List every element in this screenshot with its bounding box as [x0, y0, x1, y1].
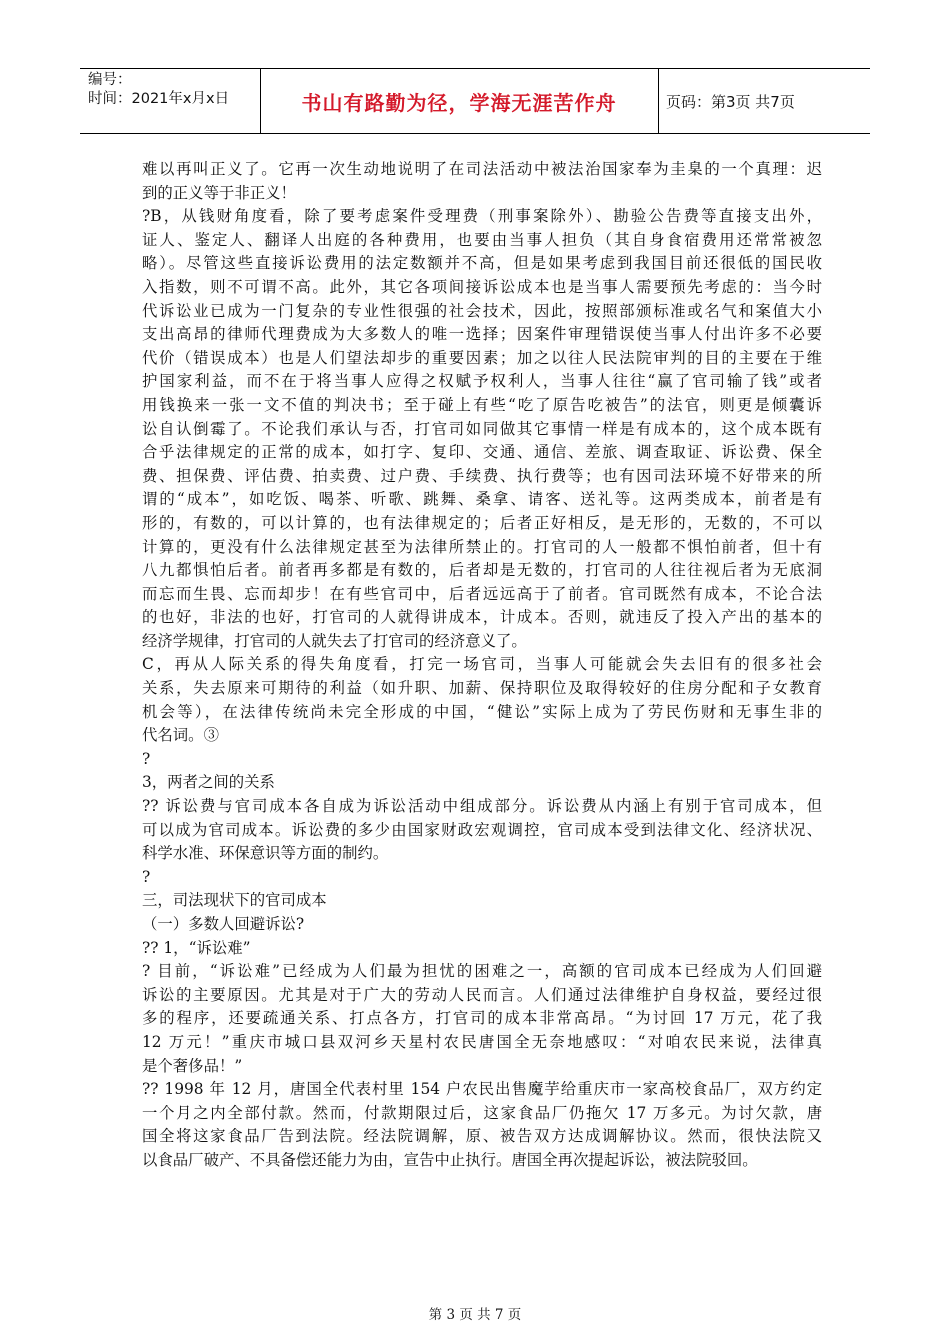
text-line: 支出高昂的律师代理费成为大多数人的唯一选择；因案件审理错误使当事人付出许多不必要	[142, 325, 822, 344]
text-line: 难以再叫正义了。它再一次生动地说明了在司法活动中被法治国家奉为圭臬的一个真理：迟	[142, 160, 822, 178]
text-line: 护国家利益，而不在于将当事人应得之权赋予权利人，当事人往往“赢了官司输了钱”或者	[142, 372, 822, 391]
text-line: 是个奢侈品！”	[142, 1056, 243, 1075]
text-line: 三，司法现状下的官司成本	[142, 891, 327, 910]
text-line: 国全将这家食品厂告到法院。经法院调解，原、被告双方达成调解协议。然而，很快法院又	[142, 1127, 822, 1146]
text-line: 一个月之内全部付款。然而，付款期限过后，这家食品厂仍拖欠 17 万多元。为讨欠款，唐	[142, 1103, 822, 1122]
text-line: 的也好，非法的也好，打官司的人就得讲成本，计成本。否则，就违反了投入产出的基本的	[142, 608, 822, 627]
header-number: 编号：	[88, 72, 132, 88]
text-line: 用钱换来一张一文不值的判决书；至于碰上有些“吃了原告吃被告”的法官，则更是倾囊诉	[142, 395, 822, 414]
text-line: ?	[142, 749, 151, 768]
text-line: （一）多数人回避诉讼?	[142, 915, 305, 933]
text-line: 到的正义等于非正义！	[142, 183, 296, 202]
text-line: ? 目前，“诉讼难”已经成为人们最为担忧的困难之一，高额的官司成本已经成为人们回避	[142, 962, 822, 981]
text-line: 证人、鉴定人、翻译人出庭的各种费用，也要由当事人担负（其自身食宿费用还常常被忽	[142, 230, 822, 249]
text-line: 略）。尽管这些直接诉讼费用的法定数额并不高，但是如果考虑到我国目前还很低的国民收	[142, 254, 822, 273]
text-line: ?? 1998 年 12 月，唐国全代表村里 154 户农民出售魔芋给重庆市一家高校食品厂，双方约定	[142, 1080, 822, 1099]
page-footer: 第 3 页 共 7 页	[428, 1307, 522, 1323]
text-line: ?? 1，“诉讼难”	[142, 938, 251, 957]
text-line: 科学水准、环保意识等方面的制约。	[142, 844, 389, 863]
text-line: ?? 诉讼费与官司成本各自成为诉讼活动中组成部分。诉讼费从内涵上有别于官司成本，但	[142, 797, 822, 816]
text-line: 而忘而生畏、忘而却步！在有些官司中，后者远远高于了前者。官司既然有成本，不论合法	[142, 584, 822, 603]
text-line: 合乎法律规定的正常的成本，如打字、复印、交通、通信、差旅、调查取证、诉讼费、保全	[142, 443, 822, 462]
text-line: 代价（错误成本）也是人们望法却步的重要因素；加之以往人民法院审判的目的主要在于维	[142, 348, 822, 367]
text-line: 以食品厂破产、不具备偿还能力为由，宣告中止执行。唐国全再次提起诉讼，被法院驳回。	[142, 1150, 758, 1169]
text-line: ?B，从钱财角度看，除了要考虑案件受理费（刑事案除外）、勘验公告费等直接支出外，	[142, 207, 822, 226]
header-meta	[88, 71, 229, 109]
text-line: 多的程序，还要疏通关系、打点各方，打官司的成本非常高昂。“为讨回 17 万元，花了我	[142, 1009, 822, 1028]
text-line: 谓的“成本”，如吃饭、喝茶、听歌、跳舞、桑拿、请客、送礼等。这两类成本，前者是有	[142, 490, 822, 509]
text-line: 3，两者之间的关系	[142, 773, 275, 792]
text-line: 关系，失去原来可期待的利益（如升职、加薪、保持职位及取得较好的住房分配和子女教育	[142, 679, 822, 698]
header-time: 时间：2021年x月x日	[88, 91, 230, 107]
text-line: 机会等），在法律传统尚未完全形成的中国，“健讼”实际上成为了劳民伤财和无事生非的	[142, 702, 822, 721]
header-page-info: 页码：第3页 共7页	[666, 92, 795, 111]
text-line: 诉讼的主要原因。尤其是对于广大的劳动人民而言。人们通过法律维护自身权益，要经过很	[142, 985, 822, 1004]
text-line: C，再从人际关系的得失角度看，打完一场官司，当事人可能就会失去旧有的很多社会	[142, 655, 822, 674]
page-header	[80, 68, 870, 134]
text-line: 可以成为官司成本。诉讼费的多少由国家财政宏观调控，官司成本受到法律文化、经济状况、	[142, 820, 822, 839]
text-line: 入指数，则不可谓不高。此外，其它各项间接诉讼成本也是当事人需要预先考虑的：当今时	[142, 277, 822, 296]
header-motto: 书山有路勤为径，学海无涯苦作舟	[301, 90, 617, 115]
text-line: 计算的，更没有什么法律规定甚至为法律所禁止的。打官司的人一般都不惧怕前者，但十有	[142, 537, 822, 556]
text-line: 经济学规律，打官司的人就失去了打官司的经济意义了。	[142, 631, 527, 650]
text-line: 代名词。③	[142, 726, 219, 745]
text-line: 讼自认倒霉了。不论我们承认与否，打官司如同做其它事情一样是有成本的，这个成本既有	[142, 419, 822, 438]
text-line: ?	[142, 867, 151, 886]
text-line: 形的，有数的，可以计算的，也有法律规定的；后者正好相反，是无形的，无数的，不可以	[142, 513, 822, 532]
header-divider	[658, 69, 659, 133]
text-line: 八九都惧怕后者。前者再多都是有数的，后者却是无数的，打官司的人往往视后者为无底洞	[142, 561, 822, 580]
text-line: 代诉讼业已成为一门复杂的专业性很强的社会技术，因此，按照部颁标准或名气和案值大小	[142, 301, 822, 320]
text-line: 费、担保费、评估费、拍卖费、过户费、手续费、执行费等；也有因司法环境不好带来的所	[142, 466, 822, 485]
text-line: 12 万元！”重庆市城口县双河乡天星村农民唐国全无奈地感叹：“对咱农民来说，法律真	[142, 1032, 822, 1051]
document-body	[142, 158, 822, 1173]
